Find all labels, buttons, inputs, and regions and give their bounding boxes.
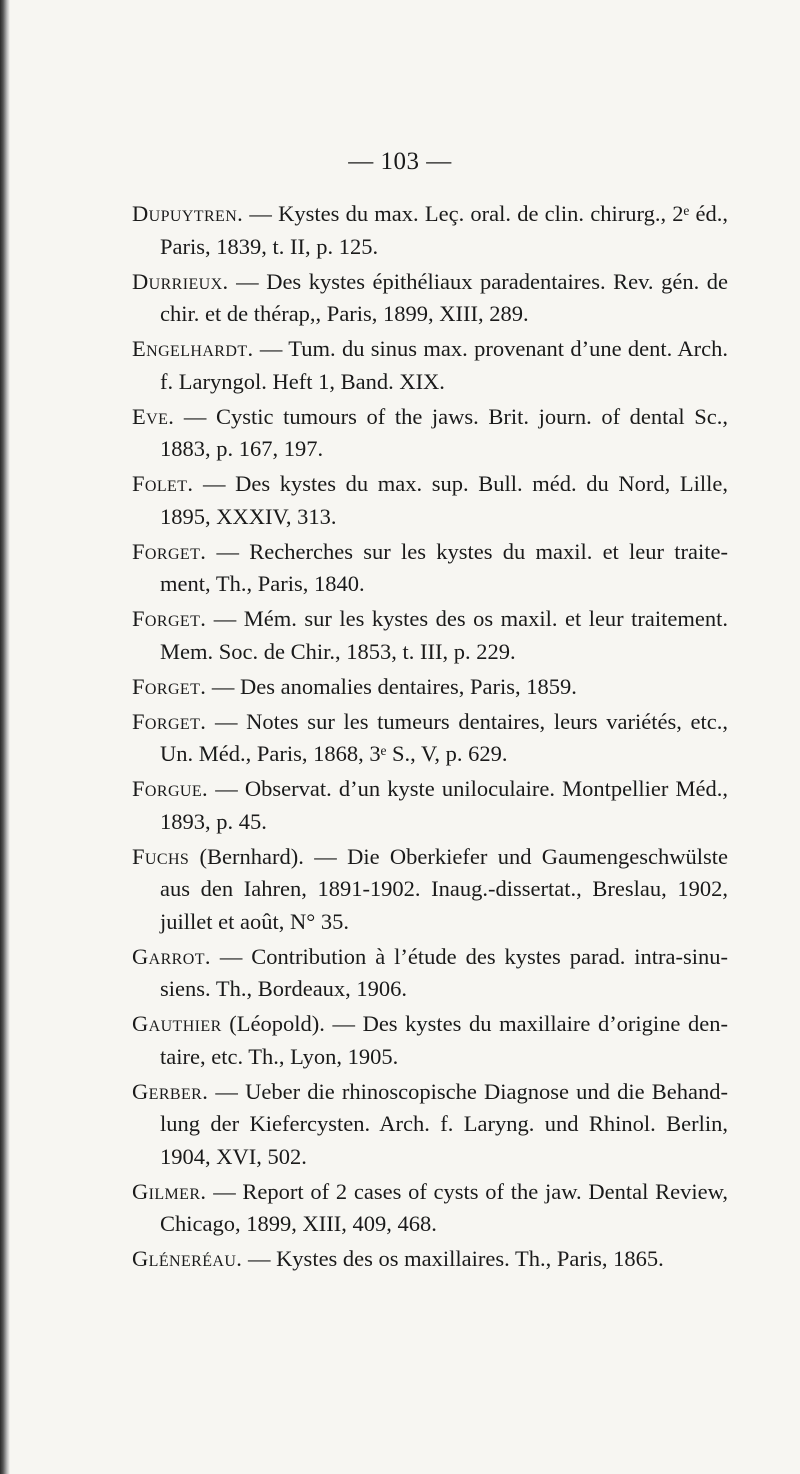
entry-author: Dupuytren.: [132, 201, 244, 226]
entry-author: Durrieux.: [132, 268, 229, 294]
entry-author: Gléneréau.: [132, 1246, 243, 1271]
entry-text: — Mém. sur les kystes des os maxil. et leur traitement. Mem. Soc. de Chir., 1853, t. III, p. 229.: [160, 606, 728, 664]
entry-text: — Des kystes épithéliaux paradentaires. Rev. gén. de chir. et de thérap,, Paris, 1899, XIII, 289.: [160, 268, 728, 326]
entry-author: Eve.: [132, 403, 175, 429]
entry-text: — Notes sur les tumeurs dentaires, leurs variétés, etc., Un. Méd., Paris, 1868, 3ᵉ S., V, p. 629.: [160, 708, 728, 766]
entry-author: Forget.: [132, 606, 207, 631]
entry-author: Fuchs: [132, 843, 190, 869]
entry-author: Forget.: [132, 708, 207, 734]
entry-text: — Ueber die rhinoscopische Diagnose und die Behand- lung der Kiefercysten. Arch. f. Laryng. und Rhinol. Berlin, 1904, XVI, 502.: [160, 1078, 728, 1169]
entry-text: — Tum. du sinus max. provenant d’une dent. Arch. f. Laryngol. Heft 1, Band. XIX.: [160, 336, 728, 394]
page-binding-edge: [0, 0, 10, 1474]
entry-author: Forgue.: [132, 776, 209, 801]
entry-text: — Recherches sur les kystes du maxil. et leur traite- ment, Th., Paris, 1840.: [160, 538, 728, 596]
entry-text: — Kystes des os maxillaires. Th., Paris, 1865.: [242, 1246, 664, 1271]
entry-author: Folet.: [132, 471, 194, 496]
entry-author: Engelhardt.: [132, 336, 254, 361]
entry-author: Gauthier: [132, 1011, 222, 1036]
bibliography-entry: [132, 333, 728, 398]
entry-text: — Kystes du max. Leç. oral. de clin. chirurg., 2ᵉ éd., Paris, 1839, t. II, p. 125.: [160, 201, 728, 259]
entry-text: — Observat. d’un kyste uniloculaire. Montpellier Méd., 1893, p. 45.: [160, 776, 728, 834]
bibliography-list: [132, 198, 728, 1278]
entry-author: Garrot.: [132, 943, 211, 969]
entry-text: — Des kystes du max. sup. Bull. méd. du Nord, Lille, 1895, XXXIV, 313.: [160, 471, 728, 529]
entry-author: Forget.: [132, 673, 207, 699]
bibliography-entry: [132, 401, 728, 466]
entry-text: — Report of 2 cases of cysts of the jaw. Dental Review, Chicago, 1899, XIII, 409, 468.: [160, 1178, 728, 1236]
entry-text: — Cystic tumours of the jaws. Brit. journ. of dental Sc., 1883, p. 167, 197.: [160, 403, 728, 461]
bibliography-entry: [132, 266, 728, 331]
entry-author: Gilmer.: [132, 1178, 207, 1204]
bibliography-entry: [132, 671, 728, 704]
bibliography-entry: [132, 1076, 728, 1174]
bibliography-entry: [132, 468, 728, 533]
entry-text: — Contribution à l’étude des kystes parad. intra-sinu- siens. Th., Bordeaux, 1906.: [160, 943, 728, 1001]
bibliography-entry: [132, 603, 728, 668]
bibliography-entry: [132, 1243, 728, 1276]
entry-text: (Léopold). — Des kystes du maxillaire d’origine den- taire, etc. Th., Lyon, 1905.: [160, 1011, 728, 1069]
bibliography-entry: [132, 706, 728, 771]
bibliography-entry: [132, 1176, 728, 1241]
page-number: — 103 —: [348, 148, 452, 175]
bibliography-entry: [132, 773, 728, 838]
entry-author: Forget.: [132, 538, 207, 564]
bibliography-entry: [132, 536, 728, 601]
entry-text: (Bernhard). — Die Oberkiefer und Gaumengeschwülste aus den Iahren, 1891-1902. Inaug.-dissertat., Breslau, 1902, juillet et août, N° 35.: [160, 843, 728, 934]
bibliography-entry: [132, 941, 728, 1006]
entry-author: Gerber.: [132, 1078, 209, 1104]
bibliography-entry: [132, 198, 728, 263]
bibliography-entry: [132, 841, 728, 939]
bibliography-entry: [132, 1008, 728, 1073]
entry-text: — Des anomalies dentaires, Paris, 1859.: [206, 673, 577, 699]
